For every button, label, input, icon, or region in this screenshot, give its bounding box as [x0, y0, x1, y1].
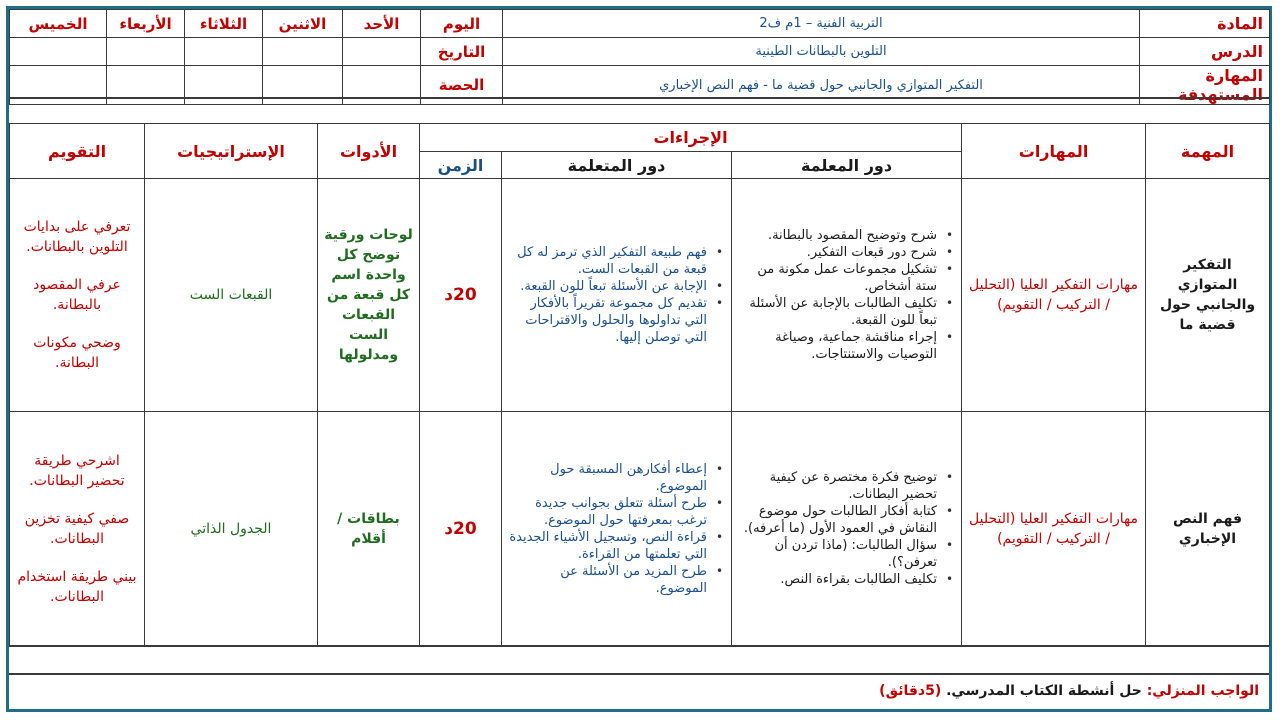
assessment-item: عرفي المقصود بالبطانة. — [33, 277, 121, 313]
homework-text: حل أنشطة الكتاب المدرسي. — [946, 683, 1142, 699]
period-label: الحصة — [421, 66, 503, 105]
date-cell — [263, 38, 343, 66]
skills-cell: مهارات التفكير العليا (التحليل / التركيب / التقويم) — [962, 179, 1146, 412]
date-cell — [107, 38, 185, 66]
list-item: • تقديم كل مجموعة تقريراً بالأفكار التي تداولوها والحلول والاقتراحات التي توصلن إليها. — [508, 295, 707, 346]
homework-label: الواجب المنزلي: — [1146, 683, 1259, 699]
day-thursday: الخميس — [10, 10, 107, 38]
homework-row — [9, 673, 1269, 709]
skill-value: التفكير المتوازي والجانبي حول قضية ما - فهم النص الإخباري — [503, 66, 1140, 105]
list-item: • تكليف الطالبات بقراءة النص. — [738, 571, 937, 588]
tools-header: الأدوات — [318, 124, 420, 179]
tools-cell: بطاقات / أقلام — [318, 412, 420, 646]
list-item: • سؤال الطالبات: (ماذا تردن أن تعرفن؟). — [738, 537, 937, 571]
task-cell: فهم النص الإخباري — [1146, 412, 1270, 646]
student-role-cell — [502, 412, 732, 646]
subject-label: المادة — [1140, 10, 1270, 38]
list-item: • طرح أسئلة تتعلق بجوانب جديدة ترغب بمعرفتها حول الموضوع. — [508, 495, 707, 529]
list-item: • الإجابة عن الأسئلة تبعاً للون القبعة. — [508, 278, 707, 295]
assessment-item: تعرفي على بدايات التلوين بالبطانات. — [23, 219, 131, 255]
student-role-header: دور المتعلمة — [502, 152, 732, 179]
teacher-role-header: دور المعلمة — [732, 152, 962, 179]
header-table — [9, 9, 1270, 105]
skills-header: المهارات — [962, 124, 1146, 179]
task-cell: التفكير المتوازي والجانبي حول قضية ما — [1146, 179, 1270, 412]
day-tuesday: الثلاثاء — [185, 10, 263, 38]
teacher-role-cell — [732, 179, 962, 412]
procedures-header: الإجراءات — [420, 124, 962, 152]
time-header: الزمن — [420, 152, 502, 179]
tools-cell: لوحات ورقية توضح كل واحدة اسم كل قبعة من القبعات الست ومدلولها — [318, 179, 420, 412]
task-header: المهمة — [1146, 124, 1270, 179]
strategy-cell: القبعات الست — [145, 179, 318, 412]
day-monday: الاثنين — [263, 10, 343, 38]
day-sunday: الأحد — [343, 10, 421, 38]
lesson-label: الدرس — [1140, 38, 1270, 66]
spacer-row — [9, 97, 1269, 125]
list-item: • قراءة النص، وتسجيل الأشياء الجديدة التي تعلمتها من القراءة. — [508, 529, 707, 563]
list-item: • طرح المزيد من الأسئلة عن الموضوع. — [508, 563, 707, 597]
strategy-cell: الجدول الذاتي — [145, 412, 318, 646]
date-cell — [10, 38, 107, 66]
day-label: اليوم — [421, 10, 503, 38]
subject-value: التربية الفنية – 1م ف2 — [503, 10, 1140, 38]
list-item: • توضيح فكرة مختصرة عن كيفية تحضير البطانات. — [738, 469, 937, 503]
homework-duration: (5دقائق) — [879, 683, 942, 699]
assessment-item: بيني طريقة استخدام البطانات. — [17, 568, 137, 605]
lesson-value: التلوين بالبطانات الطينية — [503, 38, 1140, 66]
assessment-cell — [10, 179, 145, 412]
list-item: • شرح وتوضيح المقصود بالبطانة. — [738, 227, 937, 244]
teacher-role-cell — [732, 412, 962, 646]
list-item: • إجراء مناقشة جماعية، وصياغة التوصيات والاستنتاجات. — [738, 329, 937, 363]
assessment-item: اشرحي طريقة تحضير البطانات. — [29, 452, 125, 489]
list-item: • فهم طبيعة التفكير الذي ترمز له كل قبعة من القبعات الست. — [508, 244, 707, 278]
date-cell — [343, 38, 421, 66]
list-item: • كتابة أفكار الطالبات حول موضوع النقاش في العمود الأول (ما أعرفه). — [738, 503, 937, 537]
spacer-row — [9, 645, 1269, 675]
day-wednesday: الأربعاء — [107, 10, 185, 38]
list-item: • تشكيل مجموعات عمل مكونة من ستة أشخاص. — [738, 261, 937, 295]
assessment-cell — [10, 412, 145, 646]
list-item: • شرح دور قبعات التفكير. — [738, 244, 937, 261]
time-cell: 20د — [420, 412, 502, 646]
assessment-header: التقويم — [10, 124, 145, 179]
time-cell: 20د — [420, 179, 502, 412]
procedures-table — [9, 123, 1270, 646]
date-label: التاريخ — [421, 38, 503, 66]
list-item: • تكليف الطالبات بالإجابة عن الأسئلة تبعاً للون القبعة. — [738, 295, 937, 329]
list-item: • إعطاء أفكارهن المسبقة حول الموضوع. — [508, 461, 707, 495]
strategies-header: الإستراتيجيات — [145, 124, 318, 179]
assessment-item: صفي كيفية تخزين البطانات. — [24, 510, 130, 547]
assessment-item: وضحي مكونات البطانة. — [33, 335, 121, 371]
date-cell — [185, 38, 263, 66]
skills-cell: مهارات التفكير العليا (التحليل / التركيب / التقويم) — [962, 412, 1146, 646]
skill-label: المهارة المستهدفة — [1140, 66, 1270, 105]
student-role-cell — [502, 179, 732, 412]
